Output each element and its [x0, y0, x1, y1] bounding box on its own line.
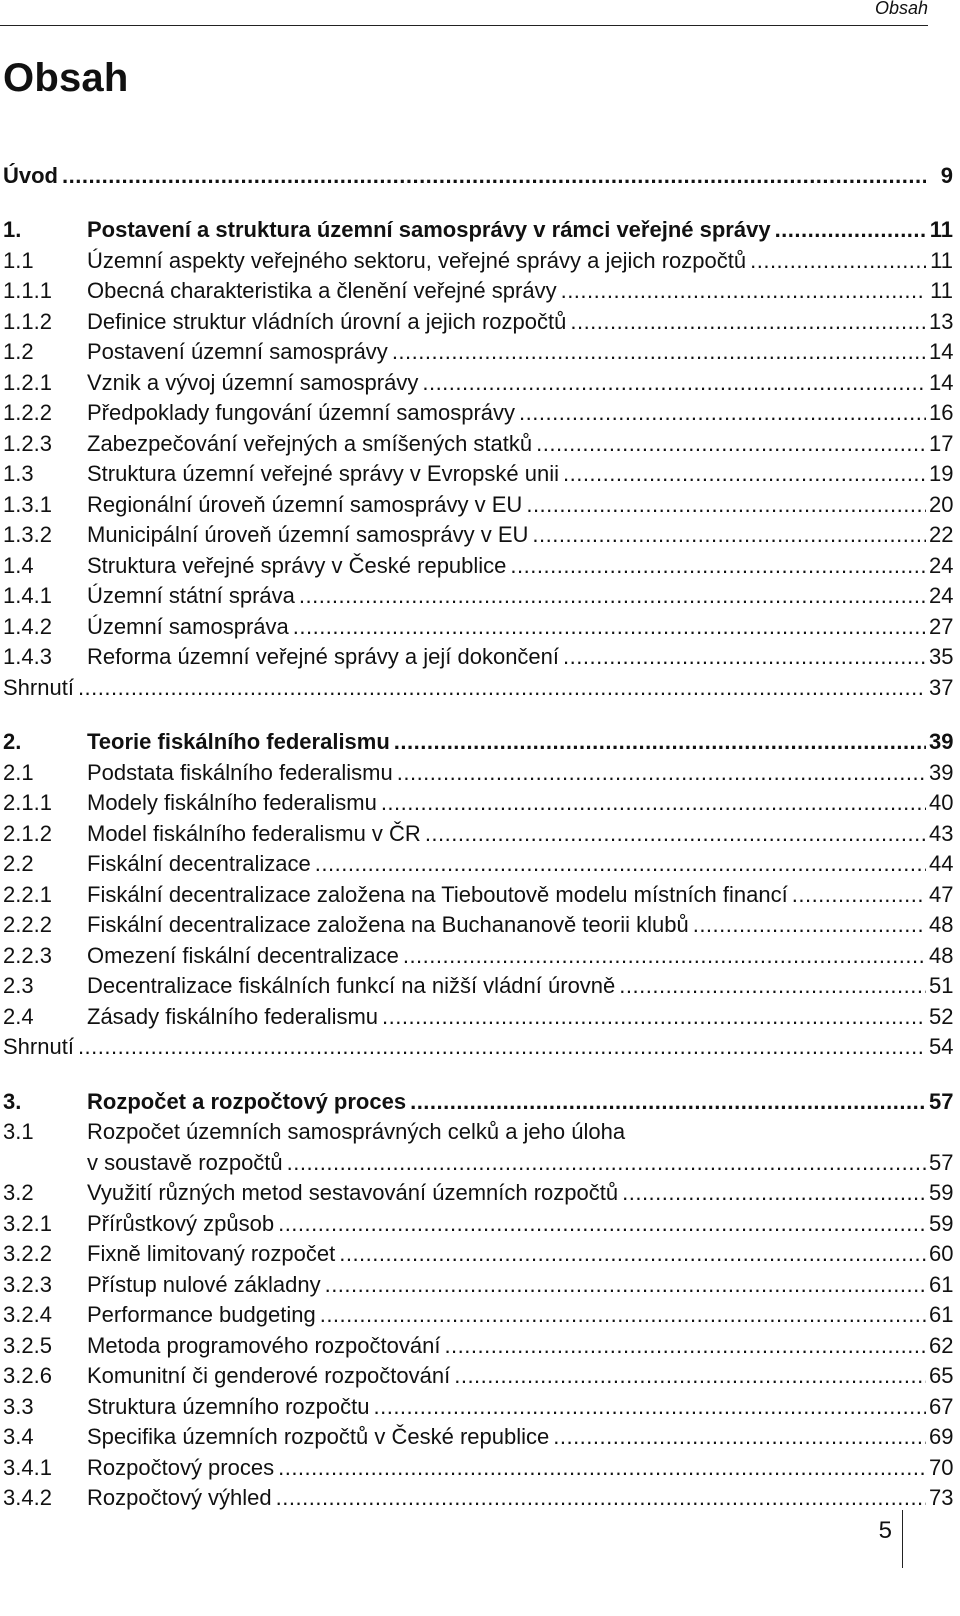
- toc-entry[interactable]: [3, 213, 953, 244]
- toc-entry-title: Specifika územních rozpočtů v České republice: [87, 1424, 550, 1449]
- dot-leader: [62, 163, 926, 189]
- dot-leader: [422, 370, 926, 396]
- header-rule: [0, 25, 928, 26]
- toc-entry-title: Územní státní správa: [87, 583, 295, 608]
- toc-entry-page: 14: [929, 339, 954, 364]
- dot-leader: [325, 1272, 926, 1298]
- toc-entry[interactable]: [3, 1176, 953, 1207]
- toc-entry-page: 24: [929, 583, 954, 608]
- toc-entry[interactable]: [3, 1084, 953, 1115]
- toc-entry-title: Rozpočet a rozpočtový proces: [87, 1088, 407, 1114]
- dot-leader: [570, 309, 926, 335]
- dot-leader: [536, 431, 926, 457]
- toc-entry-page: 61: [929, 1271, 954, 1297]
- dot-leader: [382, 1004, 926, 1030]
- toc-entry-page: 60: [929, 1241, 954, 1266]
- toc-entry-page: 51: [929, 973, 954, 998]
- toc-entry[interactable]: [3, 877, 953, 908]
- toc-entry-title: Teorie fiskálního federalismu: [87, 729, 390, 754]
- toc-entry-number: 3.2.3: [3, 1271, 52, 1297]
- toc-entry[interactable]: [3, 938, 953, 969]
- toc-entry-title: Struktura územní veřejné správy v Evropské unii: [87, 461, 559, 486]
- toc-entry-title: Komunitní či genderové rozpočtování: [87, 1363, 451, 1388]
- page-number-rule: [902, 1510, 903, 1568]
- toc-entry-title: Vznik a vývoj územní samosprávy: [87, 369, 419, 395]
- toc-entry-title: v soustavě rozpočtů: [87, 1149, 283, 1175]
- toc-entry-title: Územní aspekty veřejného sektoru, veřejné správy a jejich rozpočtů: [87, 247, 747, 273]
- toc-entry-number: 1.2: [3, 339, 34, 364]
- toc-entry-title: Modely fiskálního federalismu: [87, 790, 377, 815]
- dot-leader: [425, 821, 926, 847]
- toc-entry-page: 54: [929, 1034, 954, 1059]
- toc-entry[interactable]: [3, 1420, 953, 1451]
- dot-leader: [373, 1394, 926, 1420]
- toc-entry[interactable]: [3, 1206, 953, 1237]
- toc-entry-page: 11: [930, 278, 953, 303]
- toc-entry-title: Municipální úroveň územní samosprávy v EU: [87, 522, 529, 547]
- dot-leader: [315, 851, 926, 877]
- toc-entry-page: 40: [929, 790, 954, 815]
- toc-entry-number: 2.2.2: [3, 912, 52, 937]
- toc-entry[interactable]: [3, 908, 953, 939]
- dot-leader: [532, 522, 926, 548]
- dot-leader: [775, 217, 926, 243]
- dot-leader: [299, 583, 926, 609]
- toc-entry-page: 73: [929, 1485, 954, 1510]
- toc-entry-title: Struktura veřejné správy v České republice: [87, 552, 507, 578]
- toc-entry-number: 1.3.1: [3, 491, 52, 517]
- toc-entry-number: 3.: [3, 1088, 22, 1114]
- toc-entry-number: Úvod: [3, 162, 58, 188]
- dot-leader: [561, 278, 926, 304]
- toc-entry-number: 3.3: [3, 1393, 34, 1419]
- toc-entry[interactable]: [3, 1030, 953, 1061]
- dot-leader: [287, 1150, 926, 1176]
- toc-entry-page: 67: [929, 1393, 954, 1419]
- toc-entry-page: 11: [929, 217, 953, 242]
- toc-entry-number: 2.1: [3, 759, 34, 785]
- toc-entry[interactable]: [3, 755, 953, 786]
- toc-entry-number: 1.4: [3, 552, 34, 578]
- toc-entry-title: Fiskální decentralizace: [87, 851, 311, 876]
- toc-entry[interactable]: [3, 1328, 953, 1359]
- toc-entry-title: Přírůstkový způsob: [87, 1210, 275, 1236]
- toc-entry-number: Shrnutí: [3, 674, 74, 700]
- toc-entry-page: 57: [929, 1088, 954, 1114]
- toc-entry[interactable]: [3, 816, 953, 847]
- toc-entry-number: 1.2.1: [3, 369, 52, 395]
- toc-entry-page: 22: [929, 522, 954, 547]
- toc-entry[interactable]: [3, 670, 953, 701]
- toc-entry[interactable]: [3, 609, 953, 640]
- dot-leader: [78, 675, 926, 701]
- dot-leader: [526, 492, 926, 518]
- toc-entry-number: 2.4: [3, 1003, 34, 1029]
- toc-entry-number: 1.1.1: [3, 278, 52, 303]
- toc-entry-title: Fiskální decentralizace založena na Buchananově teorii klubů: [87, 912, 689, 937]
- dot-leader: [519, 400, 926, 426]
- toc-entry[interactable]: [3, 426, 953, 457]
- toc-entry-page: 39: [929, 759, 954, 785]
- toc-entry-title: Přístup nulové základny: [87, 1271, 321, 1297]
- toc-entry[interactable]: [3, 1389, 953, 1420]
- toc-entry-title: Rozpočtový výhled: [87, 1485, 272, 1510]
- toc-entry-page: 48: [929, 942, 954, 968]
- dot-leader: [381, 790, 926, 816]
- dot-leader: [276, 1485, 926, 1511]
- dot-leader: [278, 1211, 926, 1237]
- toc-entry-title: Decentralizace fiskálních funkcí na nižší vládní úrovně: [87, 973, 616, 998]
- toc-entry-number: 3.2.4: [3, 1302, 52, 1327]
- toc-entry-title: Zásady fiskálního federalismu: [87, 1003, 379, 1029]
- toc-entry-page: 11: [930, 247, 953, 273]
- toc-entry[interactable]: [3, 518, 953, 549]
- toc-entry-page: 16: [929, 400, 954, 425]
- toc-entry-number: 1.1: [3, 247, 34, 273]
- toc-entry-page: 17: [929, 430, 954, 456]
- dot-leader: [792, 882, 926, 908]
- toc-entry-number: 3.2.1: [3, 1210, 52, 1236]
- toc-entry-number: 2.: [3, 729, 22, 754]
- toc-entry-title: Definice struktur vládních úrovní a jejich rozpočtů: [87, 308, 567, 334]
- toc-entry-number: 2.2: [3, 851, 34, 876]
- toc-entry-page: 14: [929, 369, 954, 395]
- toc-entry-title: Omezení fiskální decentralizace: [87, 942, 399, 968]
- dot-leader: [394, 729, 926, 755]
- toc-entry-number: 3.2.2: [3, 1241, 52, 1266]
- dot-leader: [410, 1089, 926, 1115]
- toc-entry-title: Performance budgeting: [87, 1302, 316, 1327]
- dot-leader: [397, 760, 926, 786]
- toc-entry[interactable]: [3, 1115, 953, 1146]
- toc-entry-page: 62: [929, 1332, 954, 1358]
- toc-entry[interactable]: [3, 640, 953, 671]
- toc-entry-page: 70: [929, 1454, 954, 1480]
- dot-leader: [403, 943, 926, 969]
- toc-entry-title: Obecná charakteristika a členění veřejné správy: [87, 278, 557, 303]
- toc-entry-page: 39: [929, 729, 954, 754]
- toc-entry-page: 69: [929, 1424, 954, 1449]
- toc-entry-number: 1.4.1: [3, 583, 52, 608]
- toc-entry[interactable]: [3, 304, 953, 335]
- dot-leader: [320, 1302, 926, 1328]
- toc-entry-title: Fiskální decentralizace založena na Tieboutově modelu místních financí: [87, 881, 788, 907]
- toc-entry-title: Podstata fiskálního federalismu: [87, 759, 393, 785]
- toc-entry-page: 52: [929, 1003, 954, 1029]
- toc-entry-title: Model fiskálního federalismu v ČR: [87, 820, 421, 846]
- toc-entry[interactable]: [3, 487, 953, 518]
- toc-entry[interactable]: [3, 158, 953, 189]
- toc-entry-title: Předpoklady fungování územní samosprávy: [87, 400, 516, 425]
- toc-entry-number: 3.4.1: [3, 1454, 52, 1480]
- toc-entry[interactable]: [3, 1145, 953, 1176]
- toc-entry-page: 57: [929, 1149, 954, 1175]
- toc-entry-page: 19: [929, 461, 954, 486]
- toc-entry[interactable]: [3, 1237, 953, 1268]
- dot-leader: [392, 339, 926, 365]
- toc-entry[interactable]: [3, 969, 953, 1000]
- toc-entry-number: 3.4: [3, 1424, 34, 1449]
- dot-leader: [622, 1180, 926, 1206]
- toc-entry[interactable]: [3, 579, 953, 610]
- toc-entry-title: Reforma územní veřejné správy a její dokončení: [87, 644, 560, 669]
- toc-entry-title: Postavení územní samosprávy: [87, 339, 388, 364]
- toc-entry-page: 24: [929, 552, 954, 578]
- toc-entry-title: Struktura územního rozpočtu: [87, 1393, 370, 1419]
- dot-leader: [750, 248, 926, 274]
- toc-entry-number: Shrnutí: [3, 1034, 74, 1059]
- dot-leader: [78, 1034, 926, 1060]
- toc-entry[interactable]: [3, 999, 953, 1030]
- table-of-contents: [3, 158, 953, 1511]
- toc-entry[interactable]: [3, 1481, 953, 1512]
- toc-entry-page: 61: [929, 1302, 954, 1327]
- toc-entry-number: 1.2.3: [3, 430, 52, 456]
- toc-entry[interactable]: [3, 786, 953, 817]
- toc-entry-page: 9: [940, 162, 953, 188]
- toc-entry[interactable]: [3, 725, 953, 756]
- toc-entry-number: 3.2: [3, 1180, 34, 1205]
- toc-entry-number: 1.4.3: [3, 644, 52, 669]
- toc-entry-page: 65: [929, 1363, 954, 1388]
- dot-leader: [339, 1241, 926, 1267]
- toc-entry[interactable]: [3, 365, 953, 396]
- toc-entry-page: 44: [929, 851, 954, 876]
- toc-entry-number: 1.: [3, 217, 22, 242]
- dot-leader: [444, 1333, 926, 1359]
- toc-entry-page: 59: [929, 1210, 954, 1236]
- toc-entry[interactable]: [3, 335, 953, 366]
- toc-entry-number: 1.4.2: [3, 613, 52, 639]
- dot-leader: [563, 644, 926, 670]
- toc-entry-number: 1.2.2: [3, 400, 52, 425]
- toc-entry-title: Postavení a struktura územní samosprávy v rámci veřejné správy: [87, 217, 771, 242]
- toc-entry-page: 35: [929, 644, 954, 669]
- toc-entry[interactable]: [3, 1298, 953, 1329]
- toc-entry-page: 13: [929, 308, 954, 334]
- toc-entry[interactable]: [3, 1359, 953, 1390]
- dot-leader: [278, 1455, 926, 1481]
- toc-entry-page: 20: [929, 491, 954, 517]
- toc-entry-number: 3.2.6: [3, 1363, 52, 1388]
- toc-entry-number: 2.2.1: [3, 881, 52, 907]
- dot-leader: [619, 973, 926, 999]
- toc-entry[interactable]: [3, 1450, 953, 1481]
- toc-entry[interactable]: [3, 847, 953, 878]
- toc-entry-title: Zabezpečování veřejných a smíšených statků: [87, 430, 533, 456]
- dot-leader: [553, 1424, 926, 1450]
- toc-entry-page: 47: [929, 881, 954, 907]
- toc-entry-title: Regionální úroveň územní samosprávy v EU: [87, 491, 523, 517]
- toc-entry[interactable]: [3, 548, 953, 579]
- toc-entry-number: 2.1.2: [3, 820, 52, 846]
- toc-entry-page: 59: [929, 1180, 954, 1205]
- toc-entry-number: 2.3: [3, 973, 34, 998]
- dot-leader: [454, 1363, 926, 1389]
- toc-entry[interactable]: [3, 1267, 953, 1298]
- page-title: Obsah: [3, 56, 129, 100]
- dot-leader: [693, 912, 926, 938]
- dot-leader: [293, 614, 926, 640]
- toc-entry[interactable]: [3, 274, 953, 305]
- dot-leader: [510, 553, 926, 579]
- toc-entry-number: 3.2.5: [3, 1332, 52, 1358]
- toc-entry-number: 1.3: [3, 461, 34, 486]
- toc-entry-page: 27: [929, 613, 954, 639]
- toc-entry-number: 1.1.2: [3, 308, 52, 334]
- toc-entry-title: Fixně limitovaný rozpočet: [87, 1241, 336, 1266]
- toc-entry-title: Využití různých metod sestavování územních rozpočtů: [87, 1180, 619, 1205]
- page-number: 5: [878, 1517, 892, 1544]
- toc-entry-number: 3.1: [3, 1119, 34, 1144]
- running-header: Obsah: [874, 0, 928, 18]
- toc-entry-number: 2.1.1: [3, 790, 52, 815]
- toc-entry-title: Územní samospráva: [87, 613, 289, 639]
- toc-entry-number: 2.2.3: [3, 942, 52, 968]
- toc-entry-number: 1.3.2: [3, 522, 52, 547]
- toc-entry[interactable]: [3, 243, 953, 274]
- toc-entry-page: 48: [929, 912, 954, 937]
- toc-entry-title: Rozpočet územních samosprávných celků a jeho úloha: [87, 1119, 626, 1144]
- toc-entry-title: Rozpočtový proces: [87, 1454, 275, 1480]
- toc-entry[interactable]: [3, 396, 953, 427]
- toc-entry-number: 3.4.2: [3, 1485, 52, 1510]
- toc-entry[interactable]: [3, 457, 953, 488]
- toc-entry-page: 37: [929, 674, 954, 700]
- toc-entry-title: Metoda programového rozpočtování: [87, 1332, 441, 1358]
- dot-leader: [563, 461, 926, 487]
- toc-entry-page: 43: [929, 820, 954, 846]
